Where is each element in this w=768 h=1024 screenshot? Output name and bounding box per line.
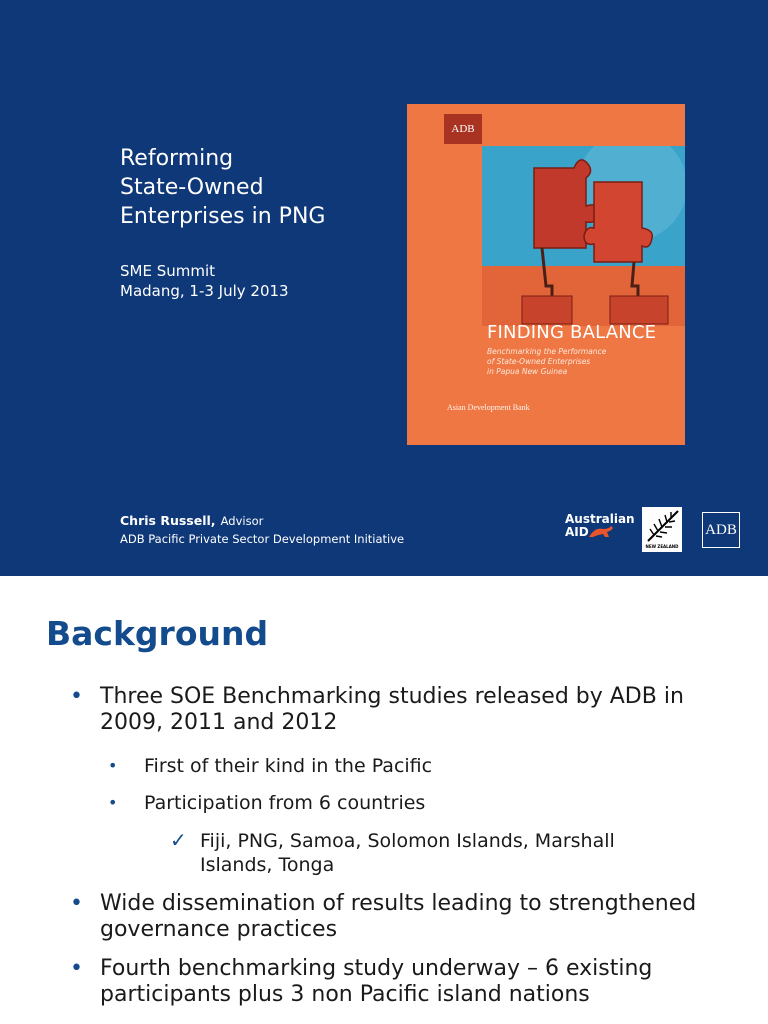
sub-bullet-item (108, 754, 724, 778)
sponsor-logos (560, 505, 750, 555)
nz-aid-text: NEW ZEALAND (645, 544, 679, 549)
australian-aid-logo (565, 513, 635, 539)
bullet-item (70, 891, 730, 943)
presenter-name: Chris Russell, (120, 513, 216, 528)
bullet-item (70, 684, 730, 736)
country-list-item (170, 828, 690, 877)
event-location-date: Madang, 1-3 July 2013 (120, 282, 289, 300)
bullet-item (70, 956, 730, 1008)
book-subtitle (487, 347, 677, 377)
cover-title (120, 144, 325, 231)
silver-fern-icon (642, 509, 682, 543)
event-name: SME Summit (120, 262, 216, 280)
book-subtitle-line: in Papua New Guinea (487, 367, 568, 376)
bullet-text: Fourth benchmarking study underway – 6 existing participants plus 3 non Pacific island nations (100, 956, 653, 1007)
book-cover-image (407, 104, 685, 445)
presenter-info (120, 510, 404, 546)
book-subtitle-line: Benchmarking the Performance (487, 347, 607, 356)
background-title: Background (46, 614, 269, 653)
sub-bullet-item (108, 791, 724, 815)
bullet-mark: • (70, 891, 83, 916)
bullet-mark: • (70, 684, 83, 709)
cover-title-line: Enterprises in PNG (120, 204, 326, 229)
kangaroo-icon (587, 525, 617, 539)
book-subtitle-line: of State-Owned Enterprises (487, 357, 591, 366)
event-info (120, 261, 289, 301)
bullet-text: First of their kind in the Pacific (144, 755, 433, 777)
presenter-org: ADB Pacific Private Sector Development Initiative (120, 532, 405, 546)
bullet-text: Fiji, PNG, Samoa, Solomon Islands, Marshall Islands, Tonga (200, 830, 615, 876)
cover-title-line: Reforming (120, 146, 234, 171)
new-zealand-aid-logo (642, 507, 682, 552)
bullet-mark: • (108, 793, 118, 812)
bullet-mark: • (108, 756, 118, 775)
background-slide (0, 576, 768, 1024)
checkmark-icon: ✓ (170, 828, 187, 852)
australian-aid-line: AID (565, 525, 589, 539)
bullet-text: Participation from 6 countries (144, 792, 426, 814)
book-adb-logo: ADB (444, 114, 482, 144)
book-publisher: Asian Development Bank (447, 403, 530, 412)
bullet-text: Wide dissemination of results leading to strengthened governance practices (100, 891, 697, 942)
cover-title-line: State-Owned (120, 175, 264, 200)
adb-logo: ADB (702, 512, 740, 548)
bullet-text: Three SOE Benchmarking studies released by ADB in 2009, 2011 and 2012 (100, 684, 684, 735)
puzzle-illustration (482, 146, 685, 418)
book-title: FINDING BALANCE (487, 322, 657, 343)
australian-aid-line: Australian (565, 512, 635, 526)
presenter-role: Advisor (220, 514, 264, 528)
bullet-mark: • (70, 956, 83, 981)
